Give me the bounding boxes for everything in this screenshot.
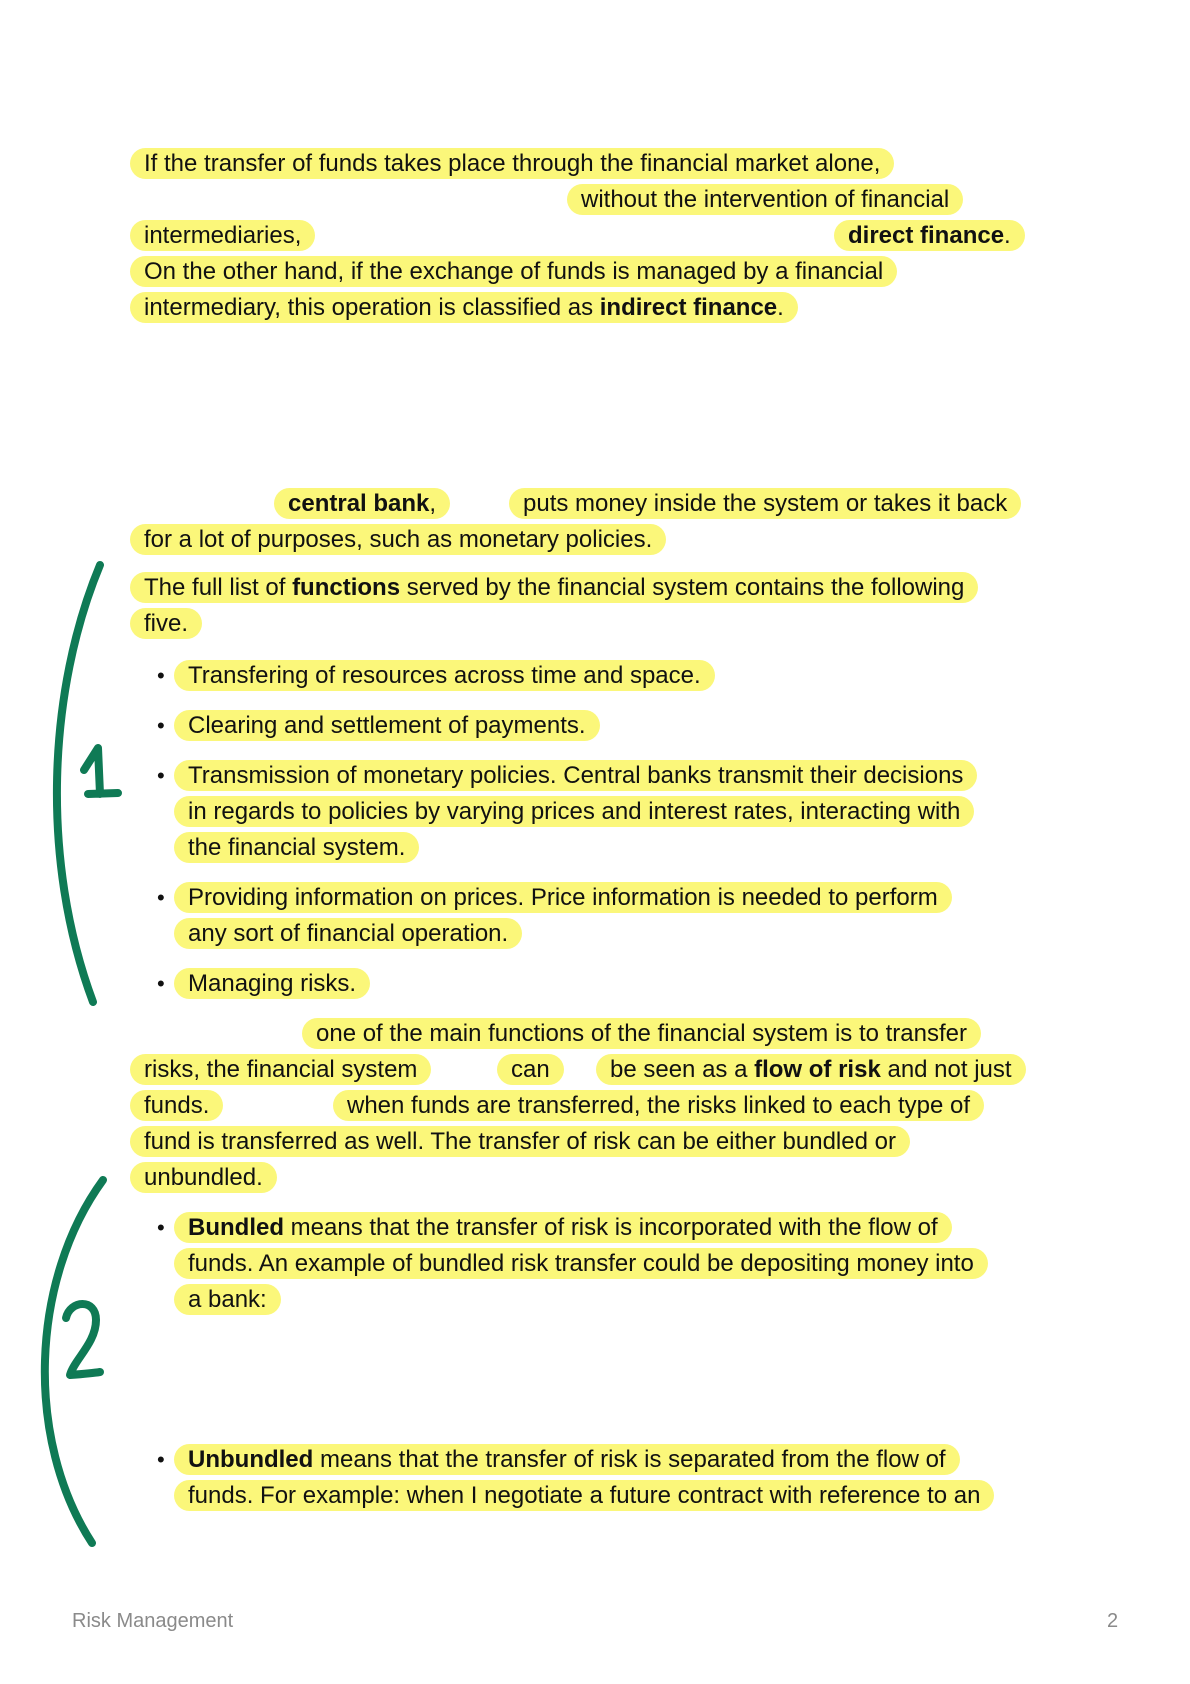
unbundled-line-1: Unbundled means that the transfer of risk is separated from the flow of [174,1442,960,1478]
bundled-line-2: funds. An example of bundled risk transfer could be depositing money into [174,1246,988,1282]
risk-line-2b: can [497,1052,564,1088]
central-line-1: puts money inside the system or takes it back [509,486,1021,522]
functions-line-2: five. [130,606,202,642]
bundled-line-3: a bank: [174,1282,281,1318]
intro-line-5: intermediary, this operation is classified as indirect finance. [130,290,798,326]
risk-line-1: one of the main functions of the financial system is to transfer [302,1016,981,1052]
intro-line-3b: direct finance. [834,218,1025,254]
risk-line-2a: risks, the financial system [130,1052,431,1088]
bullet-dot: • [157,663,165,688]
intro-line-3a: intermediaries, [130,218,315,254]
bullet-dot: • [157,763,165,788]
central-bank-term: central bank, [274,486,450,522]
functions-line-1: The full list of functions served by the financial system contains the following [130,570,978,606]
function-item-4-line-1: Providing information on prices. Price information is needed to perform [174,880,952,916]
number-1-mark [84,748,118,794]
bullet-dot: • [157,885,165,910]
page-number: 2 [1107,1610,1119,1632]
footer-title: Risk Management [72,1610,234,1632]
bullet-dot: • [157,1215,165,1240]
function-item-5: Managing risks. [174,966,370,1002]
bullet-dot: • [157,1447,165,1472]
unbundled-line-2: funds. For example: when I negotiate a future contract with reference to an [174,1478,994,1514]
central-line-2: for a lot of purposes, such as monetary policies. [130,522,666,558]
bullet-dot: • [157,971,165,996]
function-item-2: Clearing and settlement of payments. [174,708,600,744]
intro-line-4: On the other hand, if the exchange of funds is managed by a financial [130,254,897,290]
intro-line-2: without the intervention of financial [567,182,963,218]
bundled-line-1: Bundled means that the transfer of risk is incorporated with the flow of [174,1210,952,1246]
bullet-dot: • [157,713,165,738]
function-item-4-line-2: any sort of financial operation. [174,916,522,952]
intro-line-1: If the transfer of funds takes place through the financial market alone, [130,146,894,182]
risk-line-3a: funds. [130,1088,223,1124]
risk-line-2c: be seen as a flow of risk and not just [596,1052,1026,1088]
function-item-3-line-1: Transmission of monetary policies. Central banks transmit their decisions [174,758,977,794]
bracket-1-stroke [57,565,100,1002]
function-item-3-line-2: in regards to policies by varying prices and interest rates, interacting with [174,794,974,830]
risk-line-3b: when funds are transferred, the risks linked to each type of [333,1088,984,1124]
function-item-3-line-3: the financial system. [174,830,419,866]
number-2-mark [66,1304,100,1375]
risk-line-5: unbundled. [130,1160,277,1196]
risk-line-4: fund is transferred as well. The transfer of risk can be either bundled or [130,1124,910,1160]
function-item-1: Transfering of resources across time and space. [174,658,715,694]
